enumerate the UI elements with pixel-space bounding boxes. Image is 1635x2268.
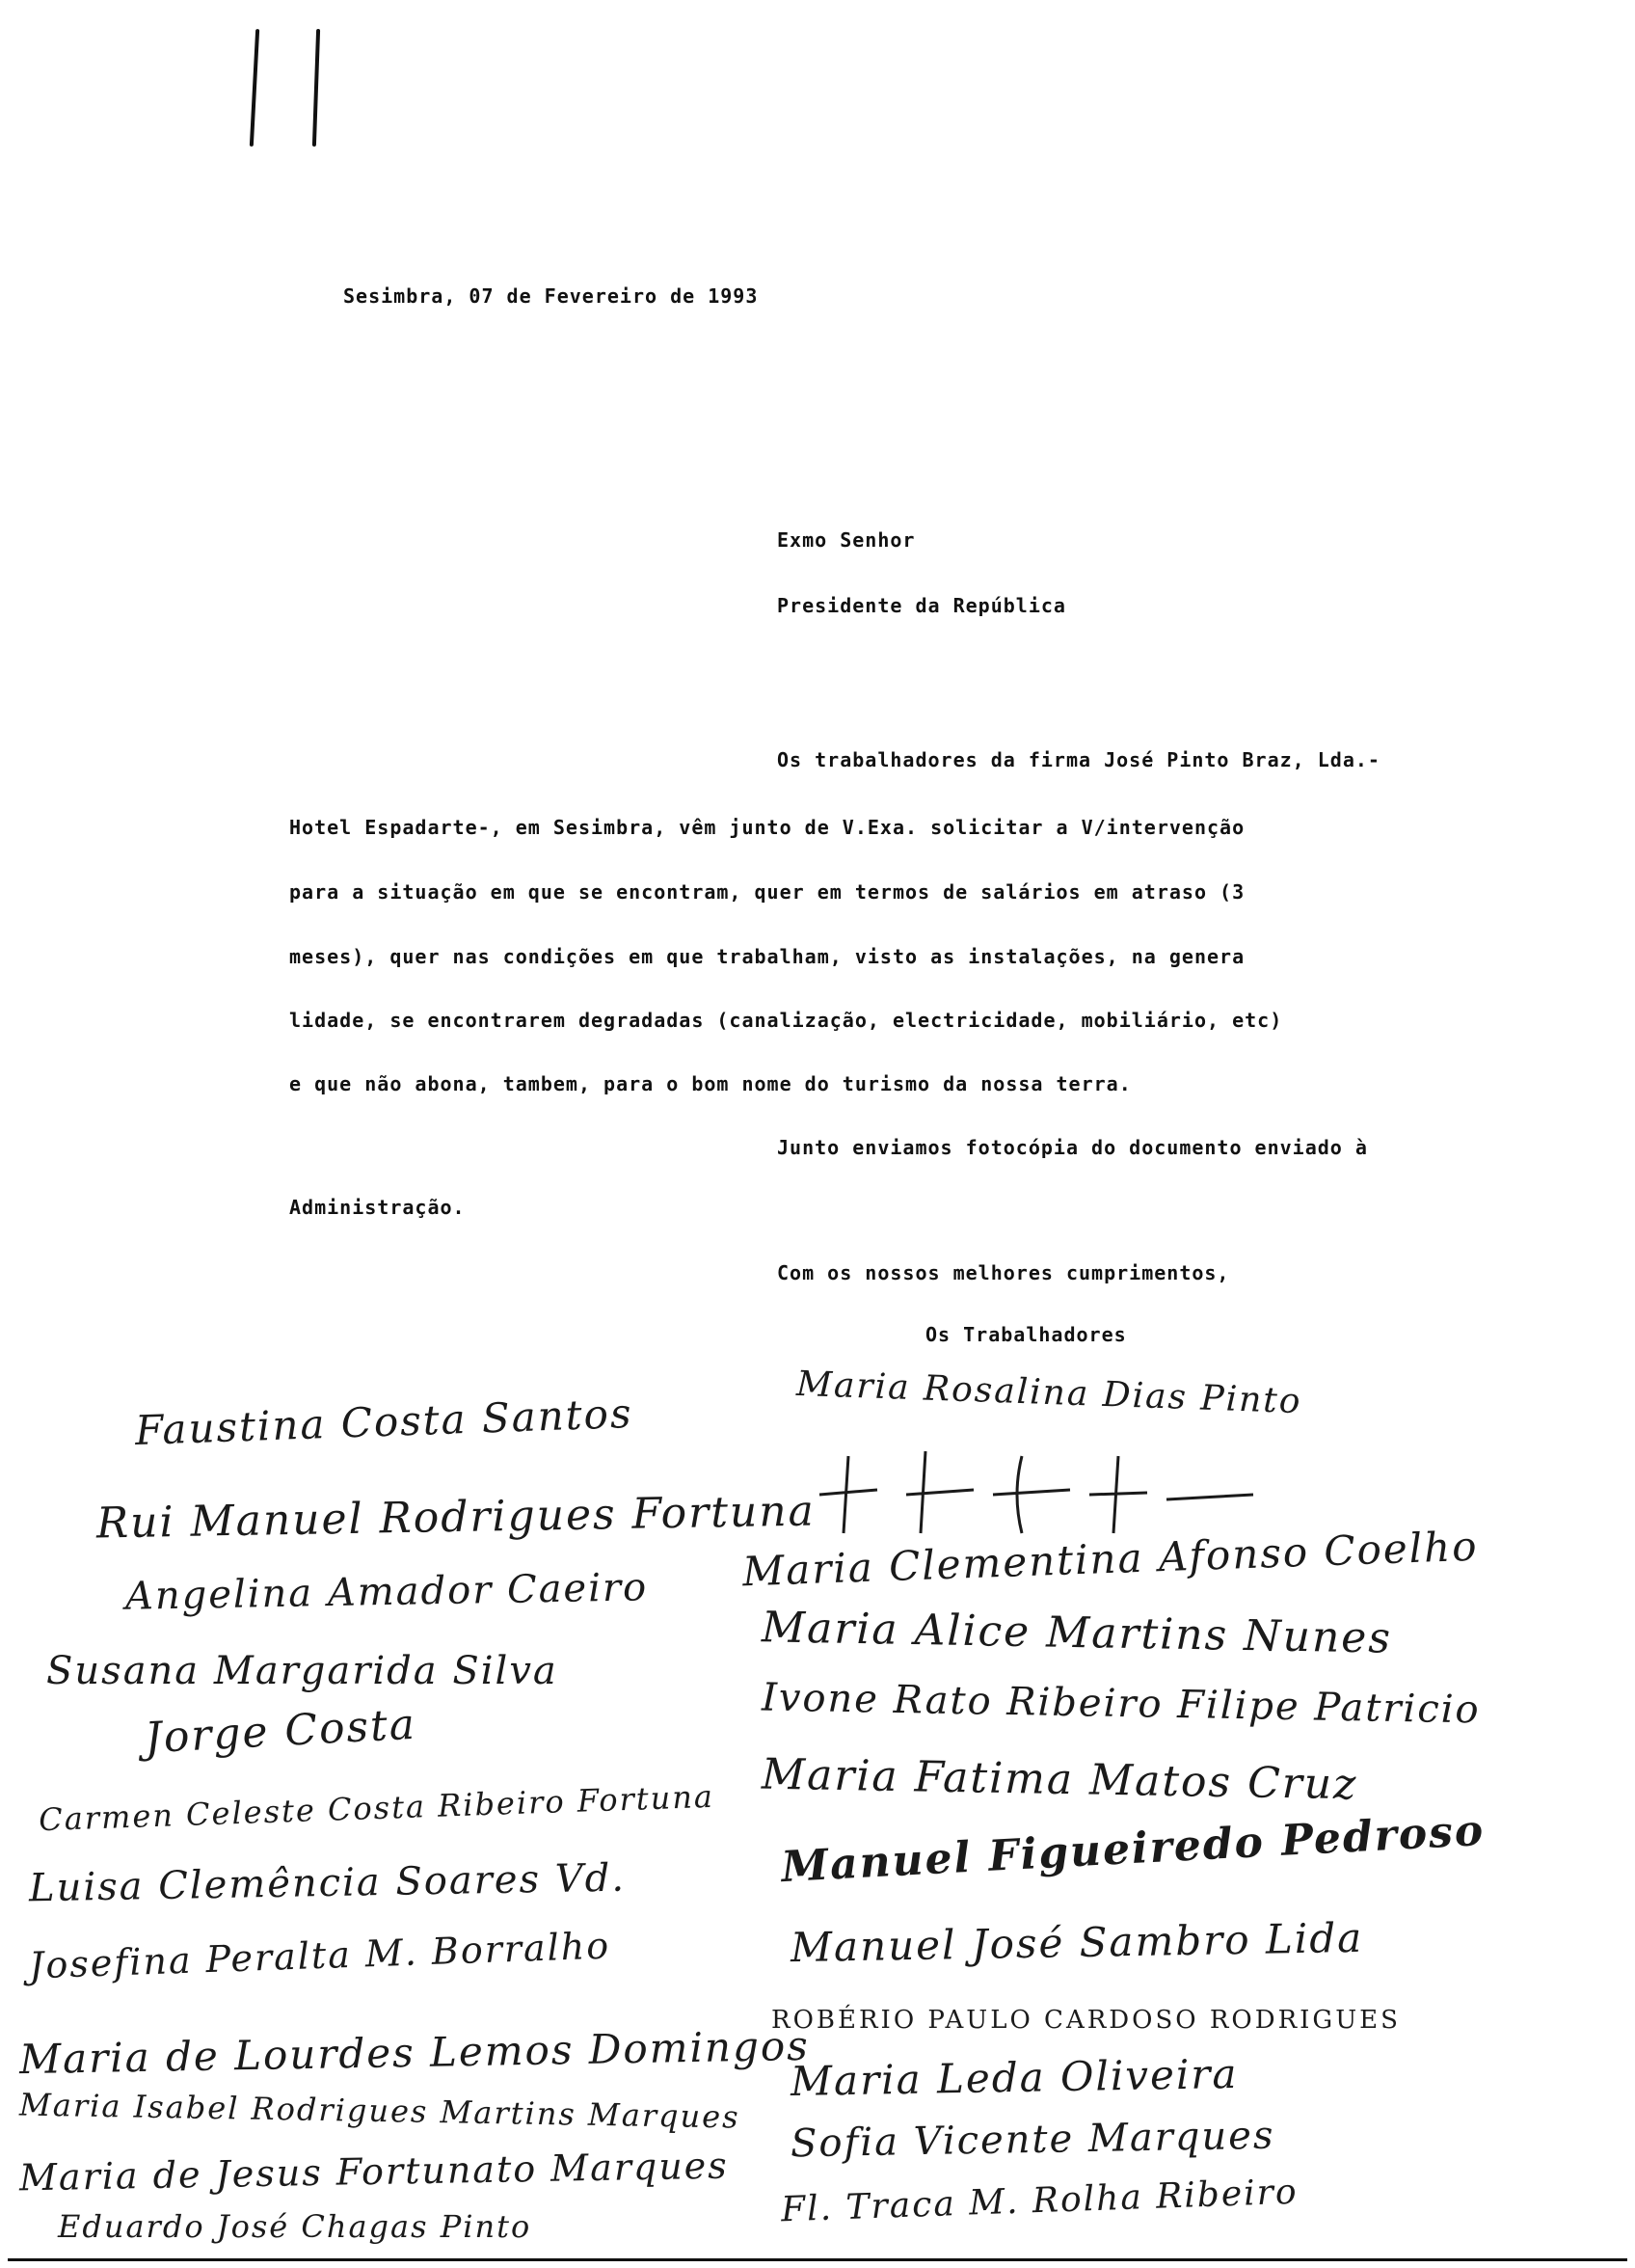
signature: Manuel José Sambro Lida bbox=[790, 1913, 1364, 1972]
signature: Maria de Jesus Fortunato Marques bbox=[18, 2144, 730, 2200]
signature: Josefina Peralta M. Borralho bbox=[28, 1924, 611, 1987]
signature: Sofia Vicente Marques bbox=[790, 2113, 1275, 2167]
body-line: lidade, se encontrarem degradadas (canalização, electricidade, mobiliário, etc) bbox=[289, 1009, 1283, 1032]
recipient: Presidente da República bbox=[777, 594, 1066, 617]
salutation: Exmo Senhor bbox=[777, 528, 916, 552]
signature: Angelina Amador Caeiro bbox=[124, 1565, 649, 1619]
signature: Rui Manuel Rodrigues Fortuna bbox=[95, 1486, 817, 1549]
signature: Eduardo José Chagas Pinto bbox=[58, 2208, 532, 2245]
body-line: meses), quer nas condições em que trabalham, visto as instalações, na genera bbox=[289, 945, 1246, 968]
signature: Susana Margarida Silva bbox=[46, 1649, 558, 1693]
body-line: para a situação em que se encontram, quer em termos de salários em atraso (3 bbox=[289, 880, 1246, 904]
signature: Jorge Costa bbox=[143, 1699, 418, 1764]
signature: Fl. Traca M. Rolha Ribeiro bbox=[780, 2172, 1300, 2230]
signature: Maria Fatima Matos Cruz bbox=[761, 1749, 1358, 1810]
signature: ROBÉRIO PAULO CARDOSO RODRIGUES bbox=[771, 2006, 1401, 2035]
signature: Carmen Celeste Costa Ribeiro Fortuna bbox=[38, 1777, 715, 1839]
signature: Maria Isabel Rodrigues Martins Marques bbox=[18, 2086, 740, 2136]
signature: Maria Alice Martins Nunes bbox=[761, 1603, 1393, 1663]
handwritten-mark-1 bbox=[250, 29, 259, 147]
signature: Ivone Rato Ribeiro Filipe Patricio bbox=[761, 1675, 1481, 1733]
body-line: Administração. bbox=[289, 1196, 466, 1219]
signature: Maria Clementina Afonso Coelho bbox=[741, 1522, 1480, 1596]
bottom-rule bbox=[8, 2258, 1627, 2261]
signature-scribble bbox=[800, 1437, 1379, 1543]
signoff: Os Trabalhadores bbox=[925, 1323, 1127, 1346]
body-line: Hotel Espadarte-, em Sesimbra, vêm junto de V.Exa. solicitar a V/intervenção bbox=[289, 816, 1246, 839]
place-date: Sesimbra, 07 de Fevereiro de 1993 bbox=[343, 284, 759, 308]
closing: Com os nossos melhores cumprimentos, bbox=[777, 1261, 1230, 1284]
body-line: Os trabalhadores da firma José Pinto Braz, Lda.- bbox=[777, 748, 1380, 771]
signature: Maria Rosalina Dias Pinto bbox=[795, 1364, 1303, 1422]
body-line: Junto enviamos fotocópia do documento enviado à bbox=[777, 1136, 1368, 1159]
signature: Maria de Lourdes Lemos Domingos bbox=[18, 2021, 811, 2084]
signature: Luisa Clemência Soares Vd. bbox=[28, 1855, 627, 1911]
handwritten-mark-2 bbox=[312, 29, 320, 147]
body-line: e que não abona, tambem, para o bom nome do turismo da nossa terra. bbox=[289, 1072, 1132, 1095]
signature: Maria Leda Oliveira bbox=[790, 2049, 1239, 2106]
signature: Manuel Figueiredo Pedroso bbox=[780, 1805, 1487, 1893]
signature: Faustina Costa Santos bbox=[134, 1390, 634, 1454]
